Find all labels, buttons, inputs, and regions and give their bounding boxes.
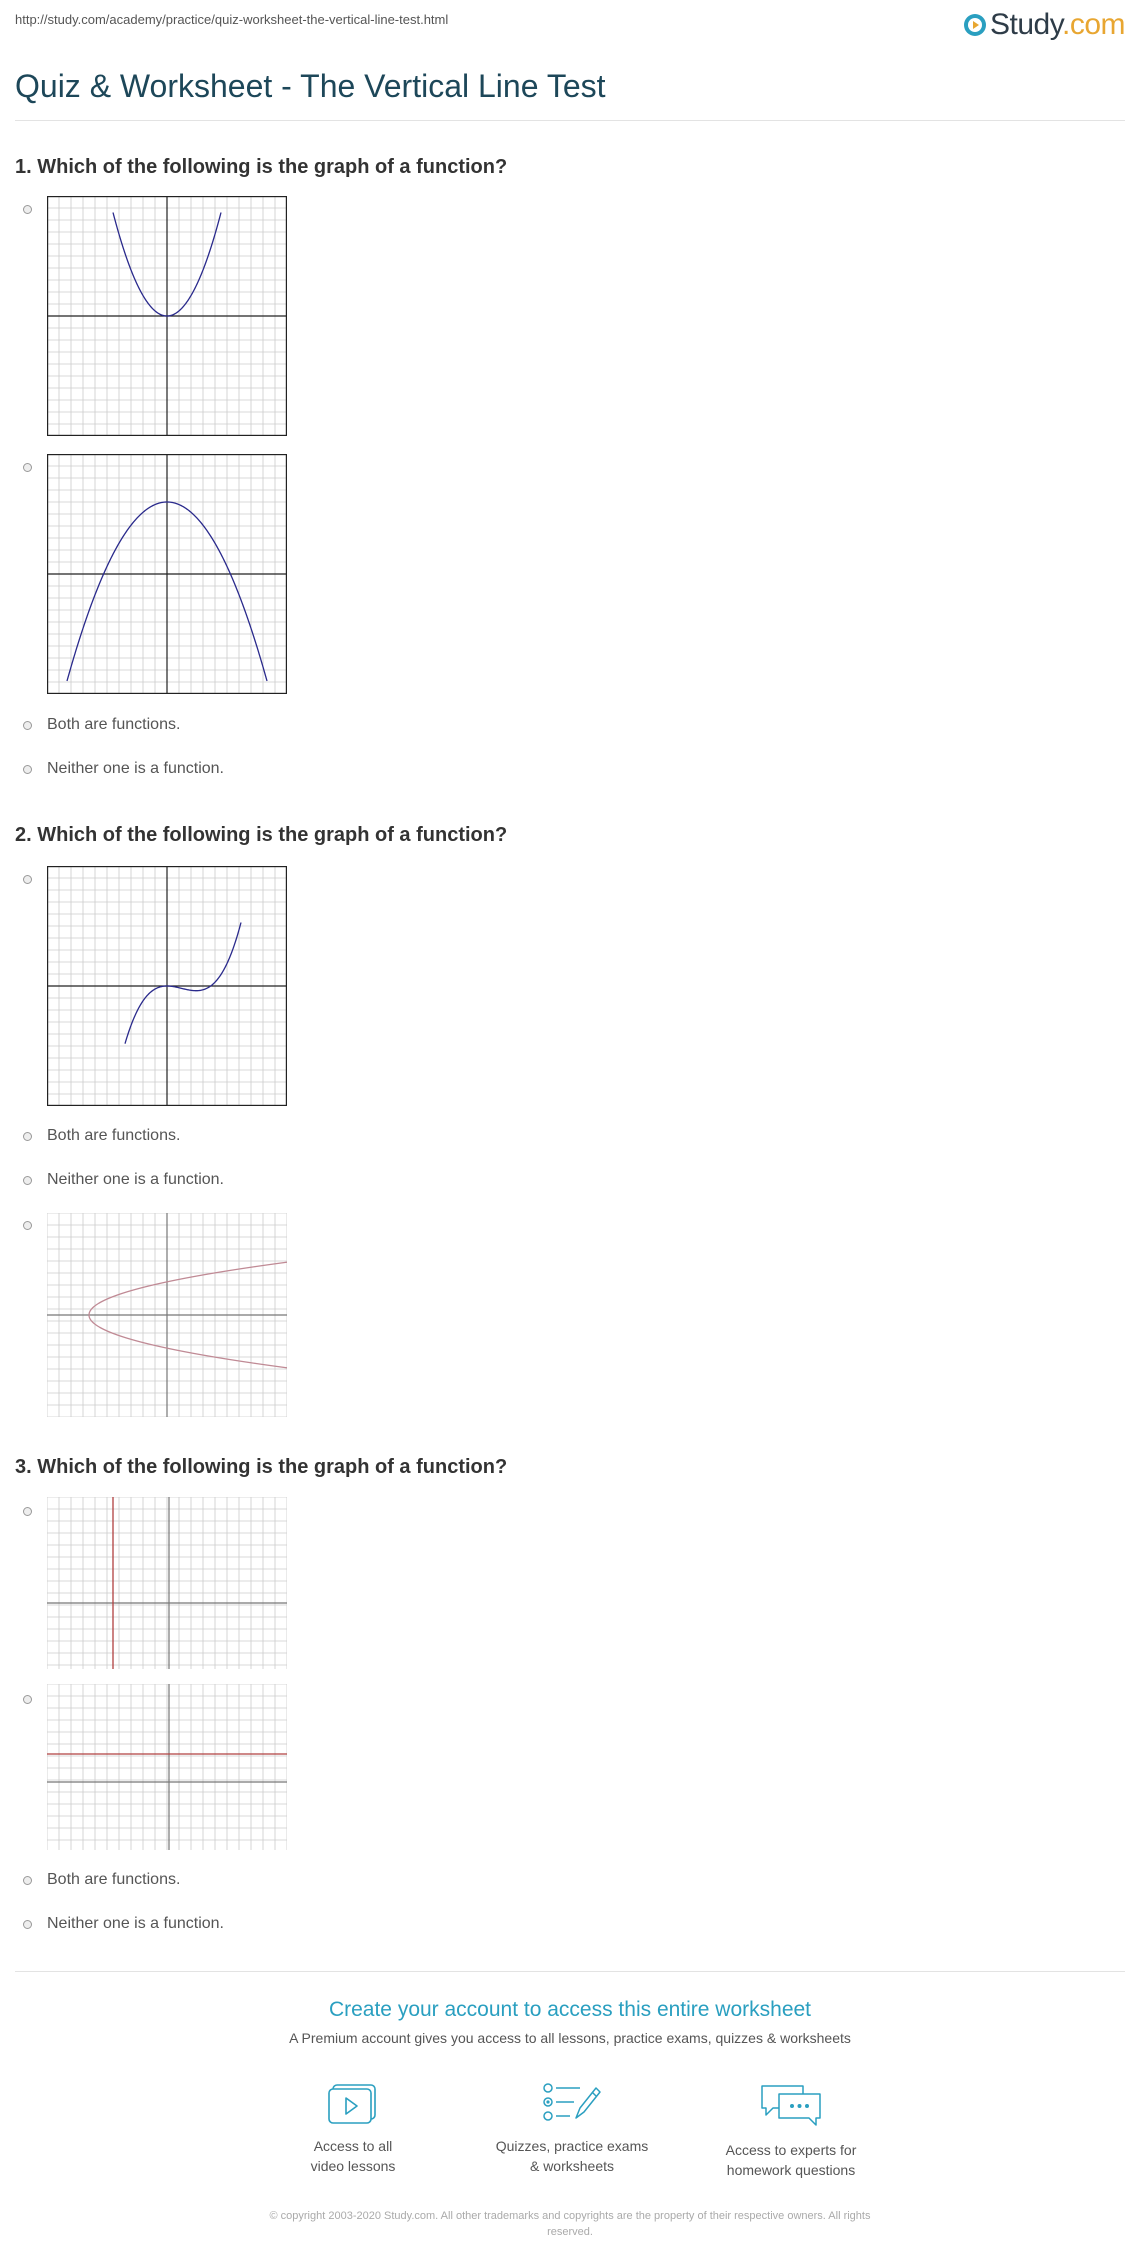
q3-option-3-label[interactable]: Both are functions. bbox=[47, 1871, 181, 1888]
q1-option-3-label[interactable]: Both are functions. bbox=[47, 716, 181, 733]
feature-3-line1: Access to experts for bbox=[725, 2142, 857, 2158]
q2-option-2-radio[interactable] bbox=[23, 1132, 32, 1141]
feature-1-line2: video lessons bbox=[310, 2158, 396, 2174]
page-title: Quiz & Worksheet - The Vertical Line Test bbox=[15, 68, 606, 104]
video-lessons-icon bbox=[326, 2082, 380, 2126]
q2-option-4-radio[interactable] bbox=[23, 1221, 32, 1230]
copyright: © copyright 2003-2020 Study.com. All other trademarks and copyrights are the property of their respective owners. All rights reserved. bbox=[269, 2210, 871, 2238]
q2-option-1-graph bbox=[47, 866, 287, 1106]
quiz-checklist-icon bbox=[542, 2082, 602, 2126]
q1-option-3-radio[interactable] bbox=[23, 721, 32, 730]
feature-3-line2: homework questions bbox=[726, 2162, 856, 2178]
feature-2-line1: Quizzes, practice exams bbox=[495, 2138, 649, 2154]
cubic-curve bbox=[125, 922, 241, 1043]
feature-experts[interactable] bbox=[691, 2082, 891, 2180]
q3-option-2-radio[interactable] bbox=[23, 1695, 32, 1704]
q2-option-3-label[interactable]: Neither one is a function. bbox=[47, 1171, 224, 1188]
question-3-title: 3. Which of the following is the graph of a function? bbox=[15, 1456, 508, 1478]
feature-quizzes[interactable] bbox=[472, 2082, 672, 2176]
divider bbox=[15, 120, 1125, 121]
q1-option-4-label[interactable]: Neither one is a function. bbox=[47, 760, 224, 777]
cta-title[interactable]: Create your account to access this entire worksheet bbox=[328, 1998, 812, 2021]
q3-option-4-label[interactable]: Neither one is a function. bbox=[47, 1915, 224, 1932]
q1-option-1-graph bbox=[47, 196, 287, 436]
divider bbox=[15, 1971, 1125, 1972]
q2-option-4-graph bbox=[47, 1213, 287, 1417]
feature-2-line2: & worksheets bbox=[529, 2158, 615, 2174]
q3-option-1-radio[interactable] bbox=[23, 1507, 32, 1516]
q3-option-4-radio[interactable] bbox=[23, 1920, 32, 1929]
page-url: http://study.com/academy/practice/quiz-worksheet-the-vertical-line-test.html bbox=[15, 12, 449, 27]
q1-option-4-radio[interactable] bbox=[23, 765, 32, 774]
question-2-title: 2. Which of the following is the graph of a function? bbox=[15, 824, 508, 846]
chat-bubbles-icon bbox=[759, 2082, 823, 2130]
question-1-title: 1. Which of the following is the graph of a function? bbox=[15, 156, 508, 178]
study-logo[interactable] bbox=[963, 8, 1125, 42]
q1-option-1-radio[interactable] bbox=[23, 205, 32, 214]
q3-option-3-radio[interactable] bbox=[23, 1876, 32, 1885]
q2-option-1-radio[interactable] bbox=[23, 875, 32, 884]
q3-option-1-graph bbox=[47, 1497, 287, 1669]
q1-option-2-graph bbox=[47, 454, 287, 694]
play-circle-icon bbox=[963, 13, 987, 37]
feature-video-lessons[interactable] bbox=[253, 2082, 453, 2176]
cta-subtitle: A Premium account gives you access to all lessons, practice exams, quizzes & worksheets bbox=[289, 2030, 851, 2046]
q3-option-2-graph bbox=[47, 1684, 287, 1850]
feature-1-line1: Access to all bbox=[313, 2138, 393, 2154]
q2-option-2-label[interactable]: Both are functions. bbox=[47, 1127, 181, 1144]
q1-option-2-radio[interactable] bbox=[23, 463, 32, 472]
q2-option-3-radio[interactable] bbox=[23, 1176, 32, 1185]
logo-text: Study.com bbox=[989, 8, 1125, 41]
